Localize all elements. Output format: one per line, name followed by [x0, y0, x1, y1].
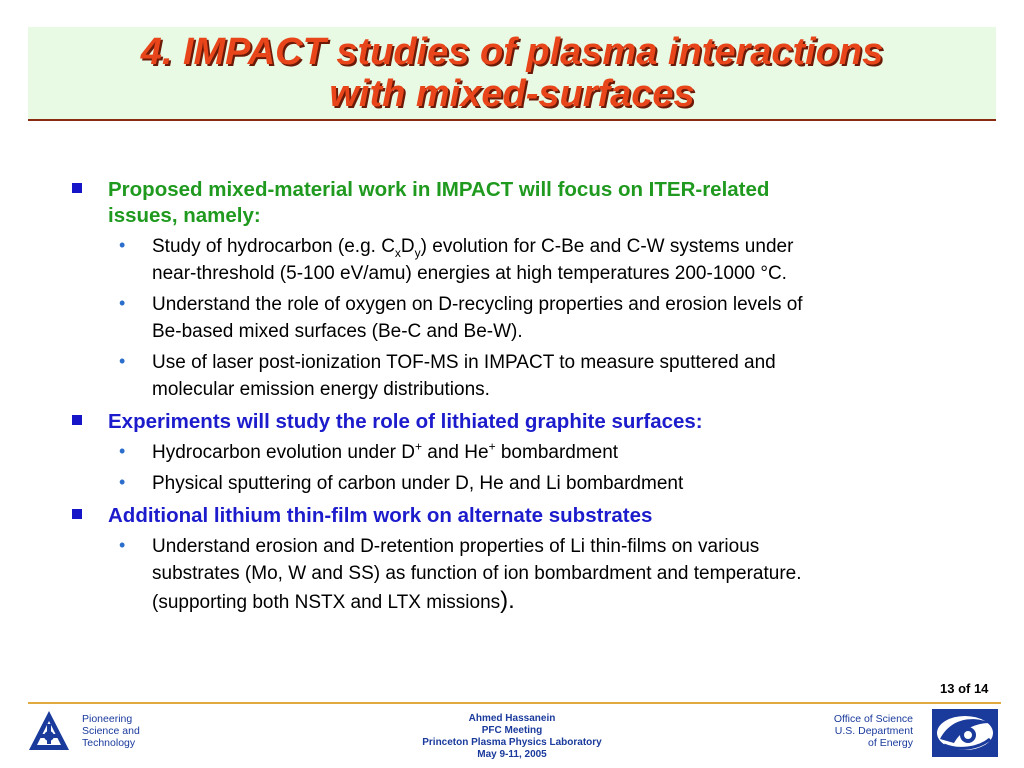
sub-bullet-3-1-line-3: [152, 587, 952, 616]
sub-bullet-3-1: [72, 533, 952, 616]
section-3-heading: Additional lithium thin-film work on alternate substrates: [108, 504, 653, 527]
bullet-section-1: [72, 177, 952, 229]
slide-title-line-1: 4. IMPACT studies of plasma interactions: [140, 31, 884, 73]
text-fragment: and He: [422, 442, 489, 463]
sub-bullet-1-3-line-2: molecular emission energy distributions.: [152, 379, 490, 400]
dot-bullet-icon: •: [119, 351, 126, 371]
sub-bullet-1-1-text: [152, 233, 952, 287]
sub-bullet-1-2: [72, 291, 952, 345]
footer-right-line-3: of Energy: [868, 737, 913, 749]
text-fragment: bombardment: [495, 442, 619, 463]
text-fragment: ) evolution for C-Be and C-W systems under: [420, 236, 794, 257]
sub-bullet-1-2-line-2: Be-based mixed surfaces (Be-C and Be-W).: [152, 321, 523, 342]
sub-bullet-1-1-line-1: [152, 233, 952, 260]
text-fragment: Study of hydrocarbon (e.g. C: [152, 236, 395, 257]
doe-office-of-science-logo-icon: [932, 709, 998, 757]
sub-bullet-1-3-line-1: Use of laser post-ionization TOF-MS in IMPACT to measure sputtered and: [152, 352, 776, 373]
text-fragment: ).: [500, 587, 515, 614]
footer-center-line-3: Princeton Plasma Physics Laboratory: [422, 737, 602, 748]
text-fragment: D: [400, 236, 415, 257]
dot-bullet-icon: •: [119, 535, 126, 555]
sub-bullet-2-1: [72, 439, 952, 466]
sub-bullet-3-1-line-1: Understand erosion and D-retention properties of Li thin-films on various: [152, 536, 760, 557]
footer-right-line-1: Office of Science: [833, 713, 913, 725]
dot-bullet-icon: •: [119, 441, 126, 461]
slide-title-box: [28, 27, 996, 121]
footer-center-text: [412, 713, 612, 761]
bullet-section-3: [72, 503, 952, 529]
sub-bullet-1-3-text: [152, 349, 952, 403]
square-bullet-icon: [72, 183, 82, 193]
superscript-plus: +: [415, 439, 423, 454]
sub-bullet-2-2-text: Physical sputtering of carbon under D, He and Li bombardment: [152, 473, 684, 494]
sub-bullet-1-1-line-2: near-threshold (5-100 eV/amu) energies at high temperatures 200-1000 °C.: [152, 263, 787, 284]
dot-bullet-icon: •: [119, 293, 126, 313]
footer-right-text: [790, 713, 913, 749]
footer-left-text: [82, 713, 140, 749]
section-1-heading: [108, 177, 952, 229]
sub-bullet-1-2-text: [152, 291, 952, 345]
slide-content: [72, 177, 952, 616]
slide-title-line-2: with mixed-surfaces: [329, 73, 695, 115]
sub-bullet-3-1-line-2: substrates (Mo, W and SS) as function of ion bombardment and temperature.: [152, 563, 802, 584]
footer-center-line-1: Ahmed Hassanein: [468, 713, 556, 724]
footer-center-line-2: PFC Meeting: [481, 725, 543, 736]
dot-bullet-icon: •: [119, 235, 126, 255]
text-fragment: (supporting both NSTX and LTX missions: [152, 592, 501, 613]
dot-bullet-icon: •: [119, 472, 126, 492]
square-bullet-icon: [72, 415, 82, 425]
superscript-plus: +: [488, 439, 496, 454]
bullet-section-2: [72, 409, 952, 435]
section-1-heading-line-2: issues, namely:: [108, 204, 261, 227]
footer-left-line-1: Pioneering: [82, 713, 133, 725]
text-fragment: Hydrocarbon evolution under D: [152, 442, 415, 463]
section-2-heading: Experiments will study the role of lithiated graphite surfaces:: [108, 410, 703, 433]
footer-left-line-3: Technology: [82, 737, 136, 749]
page-number: 13 of 14: [940, 681, 989, 696]
footer-divider: [28, 702, 1001, 704]
sub-bullet-1-2-line-1: Understand the role of oxygen on D-recycling properties and erosion levels of: [152, 294, 803, 315]
square-bullet-icon: [72, 509, 82, 519]
footer-right-line-2: U.S. Department: [834, 725, 913, 737]
subscript-x: x: [394, 245, 401, 260]
sub-bullet-2-2: [72, 470, 952, 497]
argonne-triangle-logo-icon: [28, 710, 70, 752]
sub-bullet-1-3: [72, 349, 952, 403]
footer-center-line-4: May 9-11, 2005: [477, 749, 547, 760]
sub-bullet-1-1: [72, 233, 952, 287]
section-1-heading-line-1: Proposed mixed-material work in IMPACT will focus on ITER-related: [108, 178, 770, 201]
sub-bullet-2-1-text: [152, 439, 952, 466]
subscript-y: y: [414, 245, 421, 260]
footer-left-line-2: Science and: [82, 725, 140, 737]
sub-bullet-3-1-text: [152, 533, 952, 616]
